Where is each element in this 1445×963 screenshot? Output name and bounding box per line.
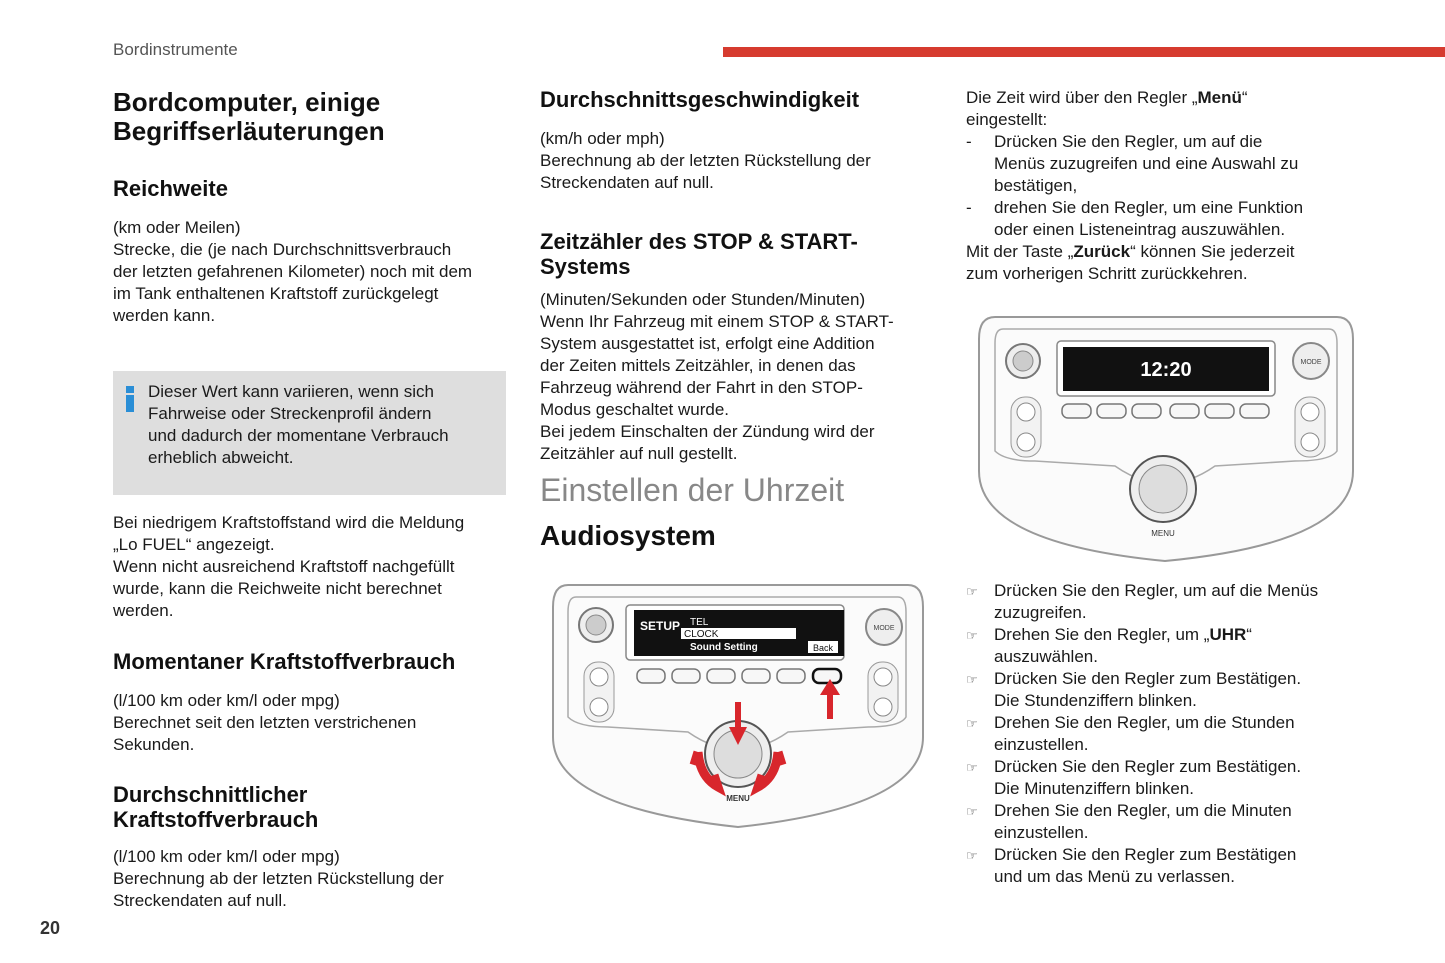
back-bold: Zurück bbox=[1073, 242, 1131, 261]
text-line: Drücken Sie den Regler zum Bestätigen. bbox=[994, 669, 1302, 688]
mode-label: MODE bbox=[1300, 359, 1322, 366]
text-line: Fahrzeug während der Fahrt in den STOP- bbox=[540, 378, 863, 397]
momentan-section bbox=[113, 649, 513, 756]
menu-label: MENU bbox=[726, 794, 750, 803]
pointing-hand-icon: ☞ bbox=[966, 672, 978, 687]
text-line: und um das Menü zu verlassen. bbox=[994, 867, 1235, 886]
stopstart-heading-line2: Systems bbox=[540, 254, 631, 279]
text-line: Bei niedrigem Kraftstoffstand wird die Meldung bbox=[113, 513, 465, 532]
text-line: Die Stundenziffern blinken. bbox=[994, 691, 1197, 710]
text-line: der Zeiten mittels Zeitzähler, in denen das bbox=[540, 356, 856, 375]
pointing-hand-icon: ☞ bbox=[966, 804, 978, 819]
text-line: Strecke, die (je nach Durchschnittsverbrauch bbox=[113, 240, 452, 259]
dash-item: - drehen Sie den Regler, um eine Funktion oder einen Listeneintrag auszuwählen. bbox=[966, 197, 1366, 241]
text-line bbox=[994, 624, 1366, 646]
clock-display: 12:20 bbox=[1140, 359, 1192, 381]
text-line: Zeitzähler auf null gestellt. bbox=[540, 444, 738, 463]
intro-suffix: “ bbox=[1241, 88, 1248, 107]
stopstart-section bbox=[540, 229, 940, 465]
text-line: Sekunden. bbox=[113, 735, 195, 754]
text-line: im Tank enthaltenen Kraftstoff zurückgelegt bbox=[113, 284, 439, 303]
text-line: einzustellen. bbox=[994, 823, 1089, 842]
phone-hangup-icon bbox=[590, 698, 608, 716]
menu-item-clock: CLOCK bbox=[684, 629, 719, 640]
text-line: der letzten gefahrenen Kilometer) noch mit dem bbox=[113, 262, 473, 281]
reichweite-section bbox=[113, 176, 513, 327]
menu-item-tel: TEL bbox=[690, 617, 709, 628]
momentan-heading: Momentaner Kraftstoffverbrauch bbox=[113, 649, 456, 674]
step-item bbox=[966, 756, 1366, 800]
page-title-line1: Bordcomputer, einige bbox=[113, 87, 381, 117]
text-line: (l/100 km oder km/l oder mpg) bbox=[113, 847, 340, 866]
speed-heading: Durchschnittsgeschwindigkeit bbox=[540, 87, 860, 112]
text-line: Berechnung ab der letzten Rückstellung der bbox=[113, 869, 444, 888]
momentan-text bbox=[113, 690, 513, 756]
text-line: Wenn Ihr Fahrzeug mit einem STOP & START- bbox=[540, 312, 894, 331]
page-number: 20 bbox=[40, 918, 61, 938]
text-line: (km/h oder mph) bbox=[540, 129, 665, 148]
text-line: zum vorherigen Schritt zurückkehren. bbox=[966, 264, 1248, 283]
pointing-hand-icon: ☞ bbox=[966, 760, 978, 775]
step2-suffix: “ bbox=[1246, 625, 1252, 644]
phone-answer-icon bbox=[590, 668, 608, 686]
clock-section-title: Einstellen der Uhrzeit bbox=[540, 472, 845, 508]
intro-prefix: Die Zeit wird über den Regler „ bbox=[966, 88, 1198, 107]
header-accent-bar bbox=[723, 47, 1445, 57]
durchschnitt-text bbox=[113, 846, 513, 912]
reichweite-text bbox=[113, 217, 513, 327]
pointing-hand-icon: ☞ bbox=[966, 584, 978, 599]
section-header: Bordinstrumente bbox=[113, 40, 238, 59]
up-arrow-icon bbox=[874, 668, 892, 686]
text-line bbox=[966, 87, 1366, 109]
text-line: (l/100 km oder km/l oder mpg) bbox=[113, 691, 340, 710]
text-line: System ausgestattet ist, erfolgt eine Addition bbox=[540, 334, 875, 353]
low-fuel-text bbox=[113, 512, 513, 622]
pointing-hand-icon: ☞ bbox=[966, 716, 978, 731]
radio-clock-illustration bbox=[975, 311, 1357, 566]
text-line: werden. bbox=[113, 601, 174, 620]
phone-answer-icon bbox=[1017, 403, 1035, 421]
text-line: Drücken Sie den Regler, um auf die bbox=[994, 132, 1263, 151]
text-line: oder einen Listeneintrag auszuwählen. bbox=[994, 220, 1286, 239]
audio-section-title: Audiosystem bbox=[540, 520, 716, 551]
text-line: einzustellen. bbox=[994, 735, 1089, 754]
text-line: Wenn nicht ausreichend Kraftstoff nachgefüllt bbox=[113, 557, 455, 576]
clock-intro-text bbox=[966, 87, 1366, 285]
text-line: Streckendaten auf null. bbox=[113, 891, 287, 910]
text-line: auszuwählen. bbox=[994, 647, 1098, 666]
speed-section bbox=[540, 87, 940, 194]
text-line: (km oder Meilen) bbox=[113, 218, 241, 237]
step-item bbox=[966, 580, 1366, 624]
step2-prefix: Drehen Sie den Regler, um „ bbox=[994, 625, 1210, 644]
durchschnitt-heading-line2: Kraftstoffverbrauch bbox=[113, 807, 319, 832]
durchschnitt-heading-line1: Durchschnittlicher bbox=[113, 782, 308, 807]
text-line: Drehen Sie den Regler, um die Minuten bbox=[994, 801, 1292, 820]
clock-steps-list bbox=[966, 580, 1366, 888]
text-line: Drücken Sie den Regler zum Bestätigen bbox=[994, 845, 1297, 864]
menu-item-sound: Sound Setting bbox=[690, 642, 758, 653]
text-line: und dadurch der momentane Verbrauch bbox=[148, 426, 449, 445]
page-title-line2: Begriffserläuterungen bbox=[113, 116, 385, 146]
step-item bbox=[966, 624, 1366, 668]
reichweite-heading: Reichweite bbox=[113, 176, 228, 201]
info-icon bbox=[124, 386, 136, 412]
stopstart-text bbox=[540, 289, 940, 465]
back-suffix: “ können Sie jederzeit bbox=[1130, 242, 1295, 261]
intro-bold: Menü bbox=[1197, 88, 1242, 107]
step-item bbox=[966, 668, 1366, 712]
text-line: drehen Sie den Regler, um eine Funktion bbox=[994, 198, 1304, 217]
info-box-text bbox=[148, 381, 498, 469]
speed-text bbox=[540, 128, 940, 194]
text-line: erheblich abweicht. bbox=[148, 448, 294, 467]
text-line: Modus geschaltet wurde. bbox=[540, 400, 729, 419]
down-arrow-icon bbox=[874, 698, 892, 716]
text-line bbox=[966, 241, 1366, 263]
menu-label: MENU bbox=[1151, 529, 1175, 538]
text-line: Drücken Sie den Regler, um auf die Menüs bbox=[994, 581, 1319, 600]
pointing-hand-icon: ☞ bbox=[966, 628, 978, 643]
step-item bbox=[966, 800, 1366, 844]
setup-label: SETUP bbox=[640, 619, 681, 633]
text-line: „Lo FUEL“ angezeigt. bbox=[113, 535, 275, 554]
step-item bbox=[966, 712, 1366, 756]
pointing-hand-icon: ☞ bbox=[966, 848, 978, 863]
text-line: Bei jedem Einschalten der Zündung wird der bbox=[540, 422, 875, 441]
text-line: Berechnung ab der letzten Rückstellung der bbox=[540, 151, 871, 170]
radio-setup-illustration bbox=[548, 577, 928, 832]
stopstart-heading-line1: Zeitzähler des STOP & START- bbox=[540, 229, 858, 254]
mode-label: MODE bbox=[873, 625, 895, 632]
text-line: zuzugreifen. bbox=[994, 603, 1087, 622]
text-line: Die Minutenziffern blinken. bbox=[994, 779, 1195, 798]
text-line: Drehen Sie den Regler, um die Stunden bbox=[994, 713, 1295, 732]
up-arrow-icon bbox=[1301, 403, 1319, 421]
back-label: Back bbox=[813, 643, 834, 653]
text-line: wurde, kann die Reichweite nicht berechnet bbox=[113, 579, 442, 598]
back-prefix: Mit der Taste „ bbox=[966, 242, 1074, 261]
text-line: Fahrweise oder Streckenprofil ändern bbox=[148, 404, 432, 423]
durchschnitt-section bbox=[113, 782, 513, 912]
text-line: Drücken Sie den Regler zum Bestätigen. bbox=[994, 757, 1302, 776]
text-line: Menüs zuzugreifen und eine Auswahl zu bbox=[994, 154, 1299, 173]
text-line: eingestellt: bbox=[966, 110, 1048, 129]
dash-item: - Drücken Sie den Regler, um auf die Menüs zuzugreifen und eine Auswahl zu bestätigen, bbox=[966, 131, 1366, 197]
title-block bbox=[113, 88, 513, 146]
text-line: werden kann. bbox=[113, 306, 216, 325]
phone-hangup-icon bbox=[1017, 433, 1035, 451]
text-line: Streckendaten auf null. bbox=[540, 173, 714, 192]
step-item bbox=[966, 844, 1366, 888]
text-line: Berechnet seit den letzten verstrichenen bbox=[113, 713, 417, 732]
text-line: Dieser Wert kann variieren, wenn sich bbox=[148, 382, 434, 401]
text-line: bestätigen, bbox=[994, 176, 1078, 195]
step2-bold: UHR bbox=[1209, 625, 1247, 644]
text-line: (Minuten/Sekunden oder Stunden/Minuten) bbox=[540, 290, 866, 309]
down-arrow-icon bbox=[1301, 433, 1319, 451]
